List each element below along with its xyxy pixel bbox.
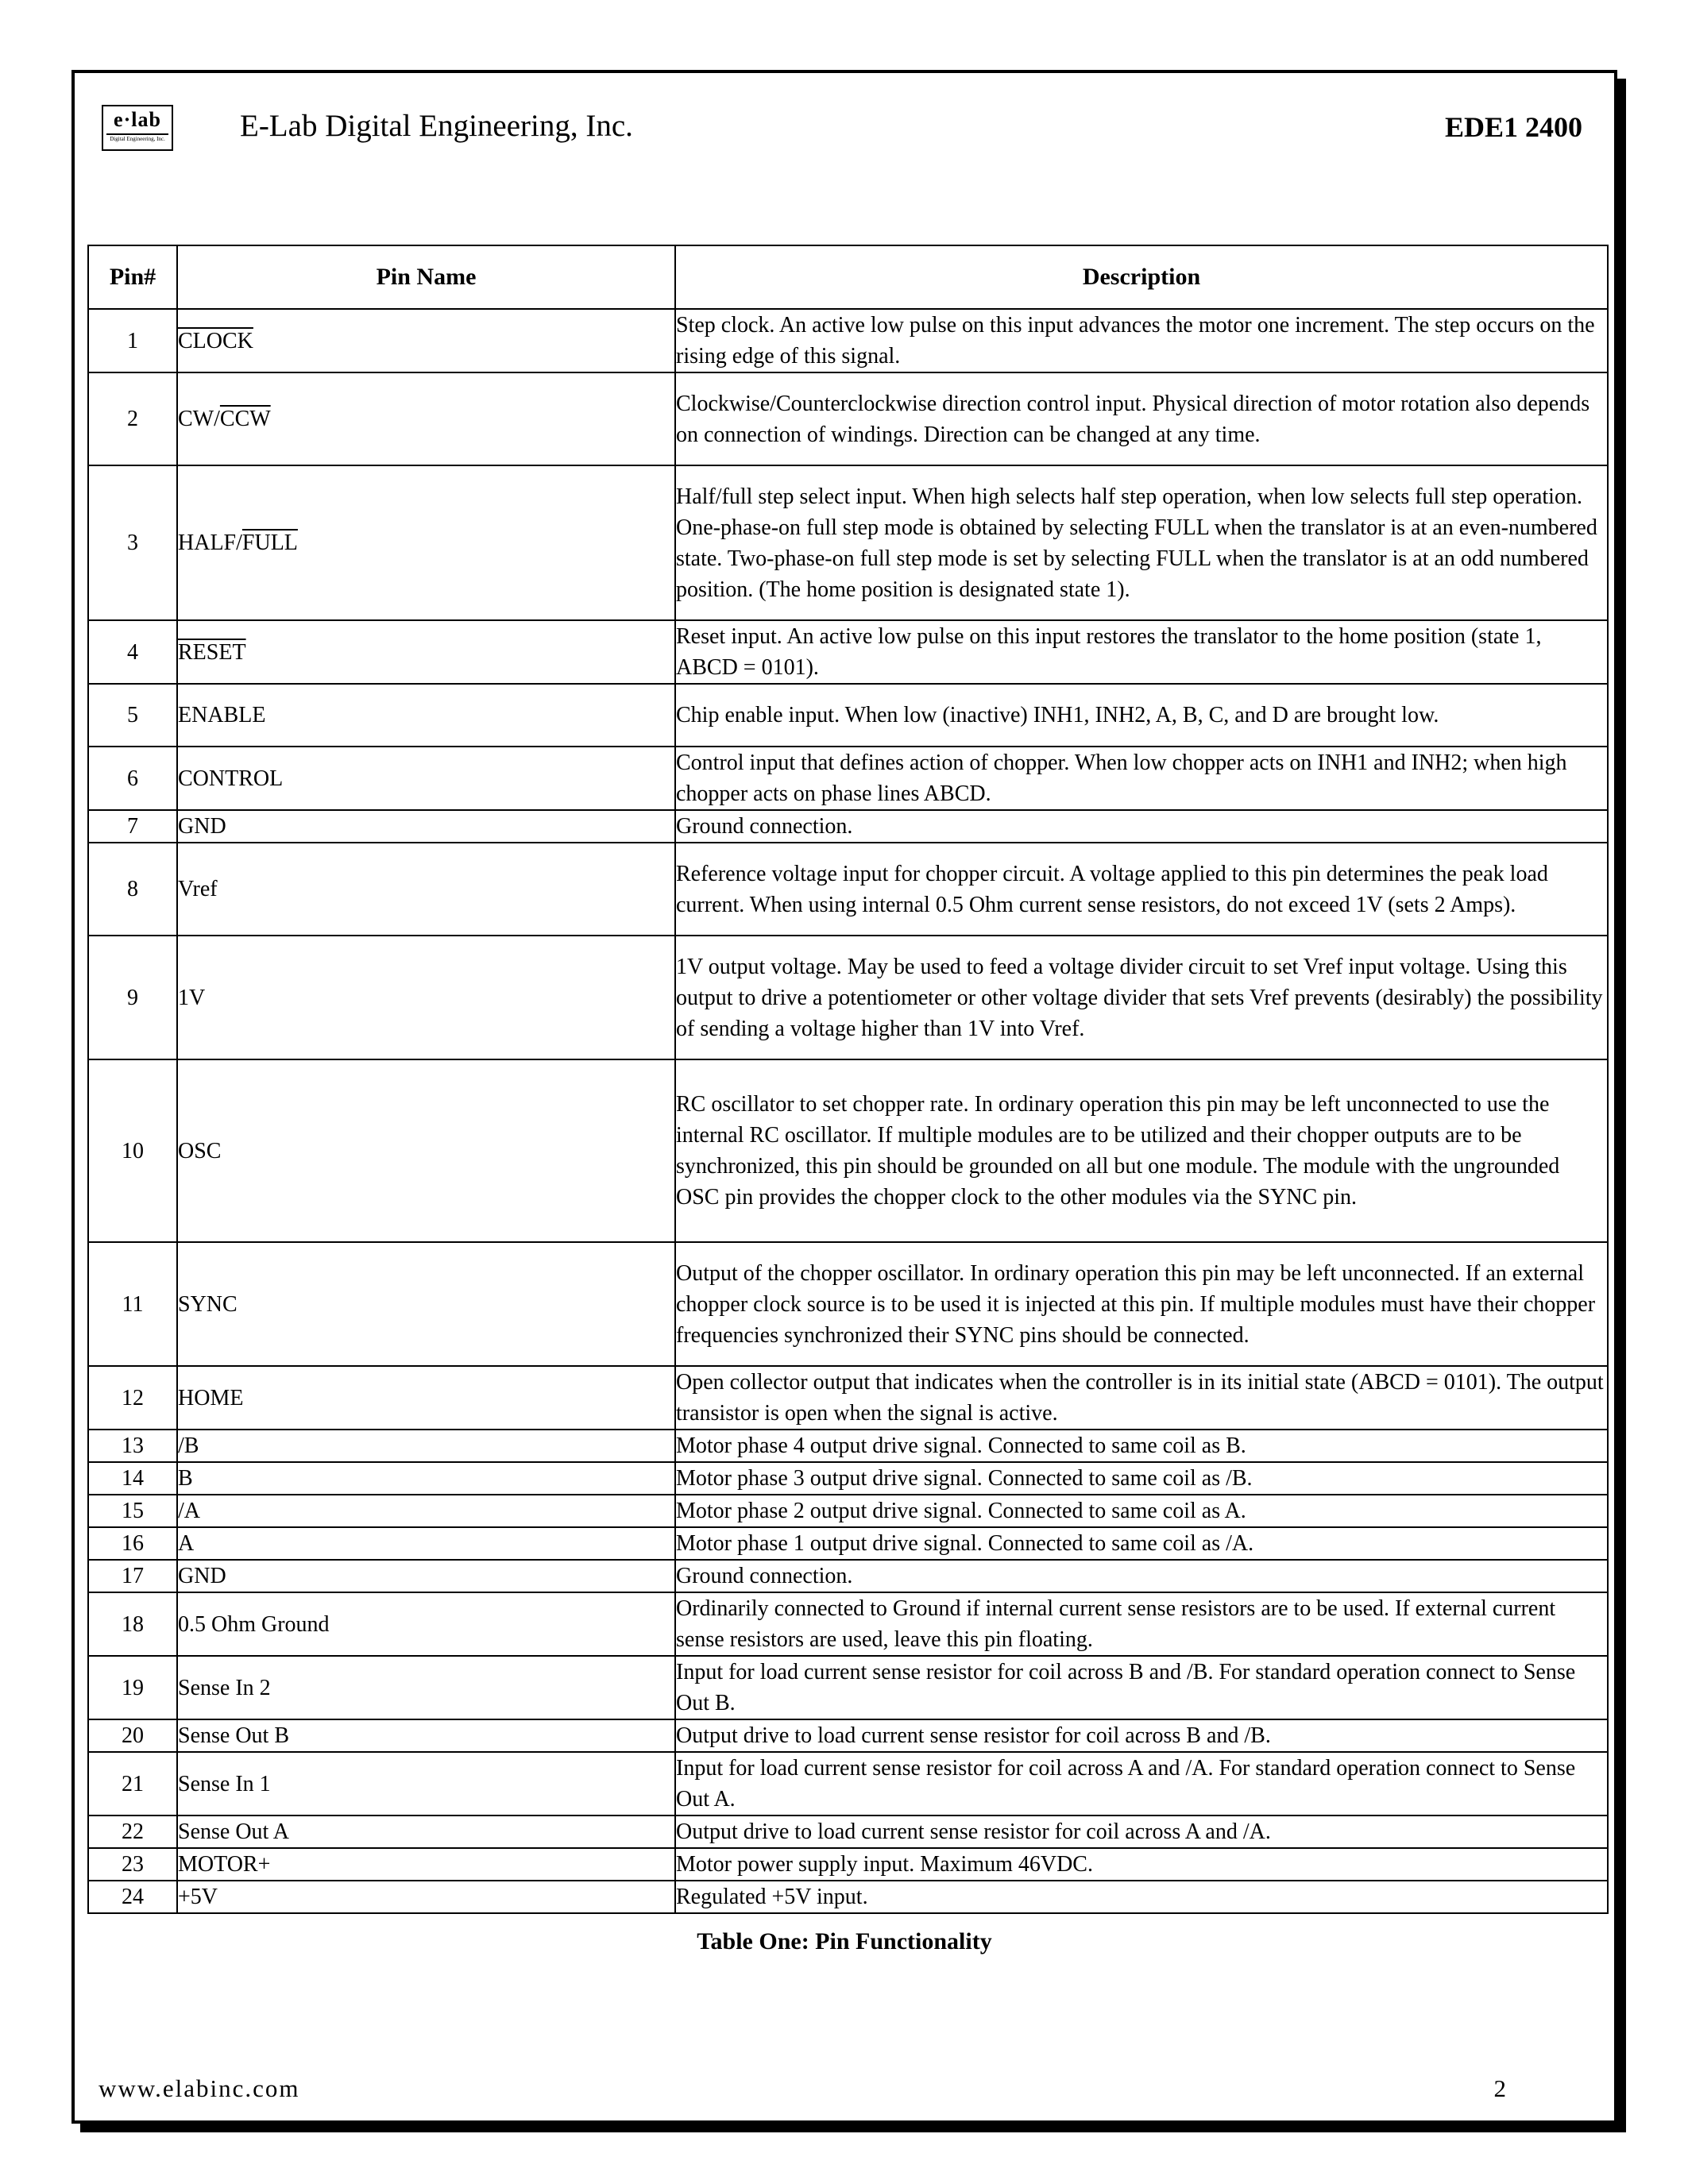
pin-number: 13 [88,1430,177,1462]
table-caption: Table One: Pin Functionality [697,1928,992,1954]
table-row [88,1495,1608,1527]
pin-number: 23 [88,1848,177,1881]
pin-name: /B [177,1430,675,1462]
column-header-name: Pin Name [177,245,675,309]
pin-number: 22 [88,1815,177,1848]
pin-name: ENABLE [177,684,675,747]
pin-name: Sense In 2 [177,1656,675,1719]
pin-description: 1V output voltage. May be used to feed a voltage divider circuit to set Vref input voltage. Using this output to drive a potentiometer or other voltage divider that sets Vref prevents (desirably) the possibility of sending a voltage higher than 1V into Vref. [675,936,1608,1059]
pin-number: 6 [88,747,177,810]
table-row [88,1430,1608,1462]
pin-name: GND [177,810,675,843]
pin-description: Motor phase 4 output drive signal. Connected to same coil as B. [675,1430,1608,1462]
pin-description: Motor phase 3 output drive signal. Connected to same coil as /B. [675,1462,1608,1495]
pin-number: 17 [88,1560,177,1592]
pin-description: Output drive to load current sense resistor for coil across A and /A. [675,1815,1608,1848]
pin-name: MOTOR+ [177,1848,675,1881]
pin-description: Open collector output that indicates when the controller is in its initial state (ABCD = 0101). The output transistor is open when the signal is active. [675,1366,1608,1430]
pin-number: 7 [88,810,177,843]
pin-name-prefix: HALF/ [178,531,242,555]
pin-name: CONTROL [177,747,675,810]
pin-name-overbar: FULL [241,531,298,555]
pin-description: Step clock. An active low pulse on this input advances the motor one increment. The step occurs on the rising edge of this signal. [675,309,1608,372]
company-logo [102,105,173,151]
pin-number: 11 [88,1242,177,1366]
pin-name: 0.5 Ohm Ground [177,1592,675,1656]
pin-number: 12 [88,1366,177,1430]
pin-number: 14 [88,1462,177,1495]
pin-number: 20 [88,1719,177,1752]
pin-description: Clockwise/Counterclockwise direction control input. Physical direction of motor rotation also depends on connection of windings. Direction can be changed at any time. [675,372,1608,465]
pin-name: OSC [177,1059,675,1242]
pin-name: +5V [177,1881,675,1913]
pin-description: Output of the chopper oscillator. In ordinary operation this pin may be left unconnected. If an external chopper clock source is to be used it is injected at this pin. If multiple modules must have their chopper frequencies synchronized their SYNC pins should be connected. [675,1242,1608,1366]
pin-number: 10 [88,1059,177,1242]
table-row [88,1059,1608,1242]
pin-description: Regulated +5V input. [675,1881,1608,1913]
pin-description: Ground connection. [675,1560,1608,1592]
column-header-pin: Pin# [88,245,177,309]
pin-name [177,372,675,465]
pin-number: 5 [88,684,177,747]
footer-url[interactable]: www.elabinc.com [98,2074,300,2102]
table-row [88,747,1608,810]
pin-name-prefix: CW/ [178,407,220,431]
pin-name: Sense Out A [177,1815,675,1848]
column-header-description: Description [675,245,1608,309]
pin-name: B [177,1462,675,1495]
company-name: E-Lab Digital Engineering, Inc. [240,109,633,143]
pin-description: Control input that defines action of chopper. When low chopper acts on INH1 and INH2; when high chopper acts on phase lines ABCD. [675,747,1608,810]
page-number: 2 [1493,2074,1506,2102]
pin-description: Chip enable input. When low (inactive) INH1, INH2, A, B, C, and D are brought low. [675,684,1608,747]
pin-number: 3 [88,465,177,620]
pin-name [177,620,675,684]
table-row [88,1719,1608,1752]
pin-number: 4 [88,620,177,684]
table-row [88,684,1608,747]
pin-name: /A [177,1495,675,1527]
pin-name [177,465,675,620]
pin-description: Ordinarily connected to Ground if internal current sense resistors are to be used. If external current sense resistors are used, leave this pin floating. [675,1592,1608,1656]
table-row [88,1560,1608,1592]
pin-number: 8 [88,843,177,936]
pin-number: 21 [88,1752,177,1815]
pin-number: 1 [88,309,177,372]
pin-name: HOME [177,1366,675,1430]
pin-name: Sense Out B [177,1719,675,1752]
table-row [88,1592,1608,1656]
pin-name-overbar: CLOCK [178,328,253,353]
pin-name: SYNC [177,1242,675,1366]
part-number: EDE1 2400 [1444,111,1582,143]
table-row [88,1527,1608,1560]
table-row [88,843,1608,936]
table-row [88,620,1608,684]
table-row [88,936,1608,1059]
pin-description: Half/full step select input. When high selects half step operation, when low selects full step operation. One-phase-on full step mode is obtained by selecting FULL when the translator is at an even-numbered state. Two-phase-on full step mode is set by selecting FULL when the translator is at an odd numbered position. (The home position is designated state 1). [675,465,1608,620]
pin-description: Motor power supply input. Maximum 46VDC. [675,1848,1608,1881]
pin-number: 18 [88,1592,177,1656]
page-frame [71,70,1617,2124]
pin-description: Input for load current sense resistor for coil across B and /B. For standard operation connect to Sense Out B. [675,1656,1608,1719]
table-row [88,810,1608,843]
table-row [88,1366,1608,1430]
pin-number: 15 [88,1495,177,1527]
pin-name: A [177,1527,675,1560]
table-row [88,1881,1608,1913]
pin-description: Reference voltage input for chopper circuit. A voltage applied to this pin determines the peak load current. When using internal 0.5 Ohm current sense resistors, do not exceed 1V (sets 2 Amps). [675,843,1608,936]
pin-description: Input for load current sense resistor for coil across A and /A. For standard operation connect to Sense Out A. [675,1752,1608,1815]
pin-description: Ground connection. [675,810,1608,843]
pin-description: RC oscillator to set chopper rate. In ordinary operation this pin may be left unconnected to use the internal RC oscillator. If multiple modules are to be utilized and their chopper outputs are to be synchronized, this pin should be grounded on all but one module. The module with the ungrounded OSC pin provides the chopper clock to the other modules via the SYNC pin. [675,1059,1608,1242]
pin-number: 16 [88,1527,177,1560]
pin-name: 1V [177,936,675,1059]
table-row [88,372,1608,465]
pin-description: Reset input. An active low pulse on this input restores the translator to the home position (state 1, ABCD = 0101). [675,620,1608,684]
pin-number: 24 [88,1881,177,1913]
table-row [88,1462,1608,1495]
pin-table [87,245,1609,1914]
logo-subtext: Digital Engineering, Inc. [106,133,168,143]
pin-name: Vref [177,843,675,936]
pin-description: Motor phase 2 output drive signal. Connected to same coil as A. [675,1495,1608,1527]
pin-name: GND [177,1560,675,1592]
table-row [88,1242,1608,1366]
table-header-row [88,245,1608,309]
pin-name: Sense In 1 [177,1752,675,1815]
pin-description: Output drive to load current sense resistor for coil across B and /B. [675,1719,1608,1752]
pin-name [177,309,675,372]
table-row [88,465,1608,620]
table-row [88,309,1608,372]
table-row [88,1752,1608,1815]
pin-number: 2 [88,372,177,465]
pin-name-overbar: RESET [178,639,246,665]
pin-number: 9 [88,936,177,1059]
pin-name-overbar: $\overline{CCW}$ [219,407,271,431]
pin-description: Motor phase 1 output drive signal. Connected to same coil as /A. [675,1527,1608,1560]
logo-text: e·lab [114,108,161,131]
table-row [88,1815,1608,1848]
table-row [88,1656,1608,1719]
pin-number: 19 [88,1656,177,1719]
table-row [88,1848,1608,1881]
